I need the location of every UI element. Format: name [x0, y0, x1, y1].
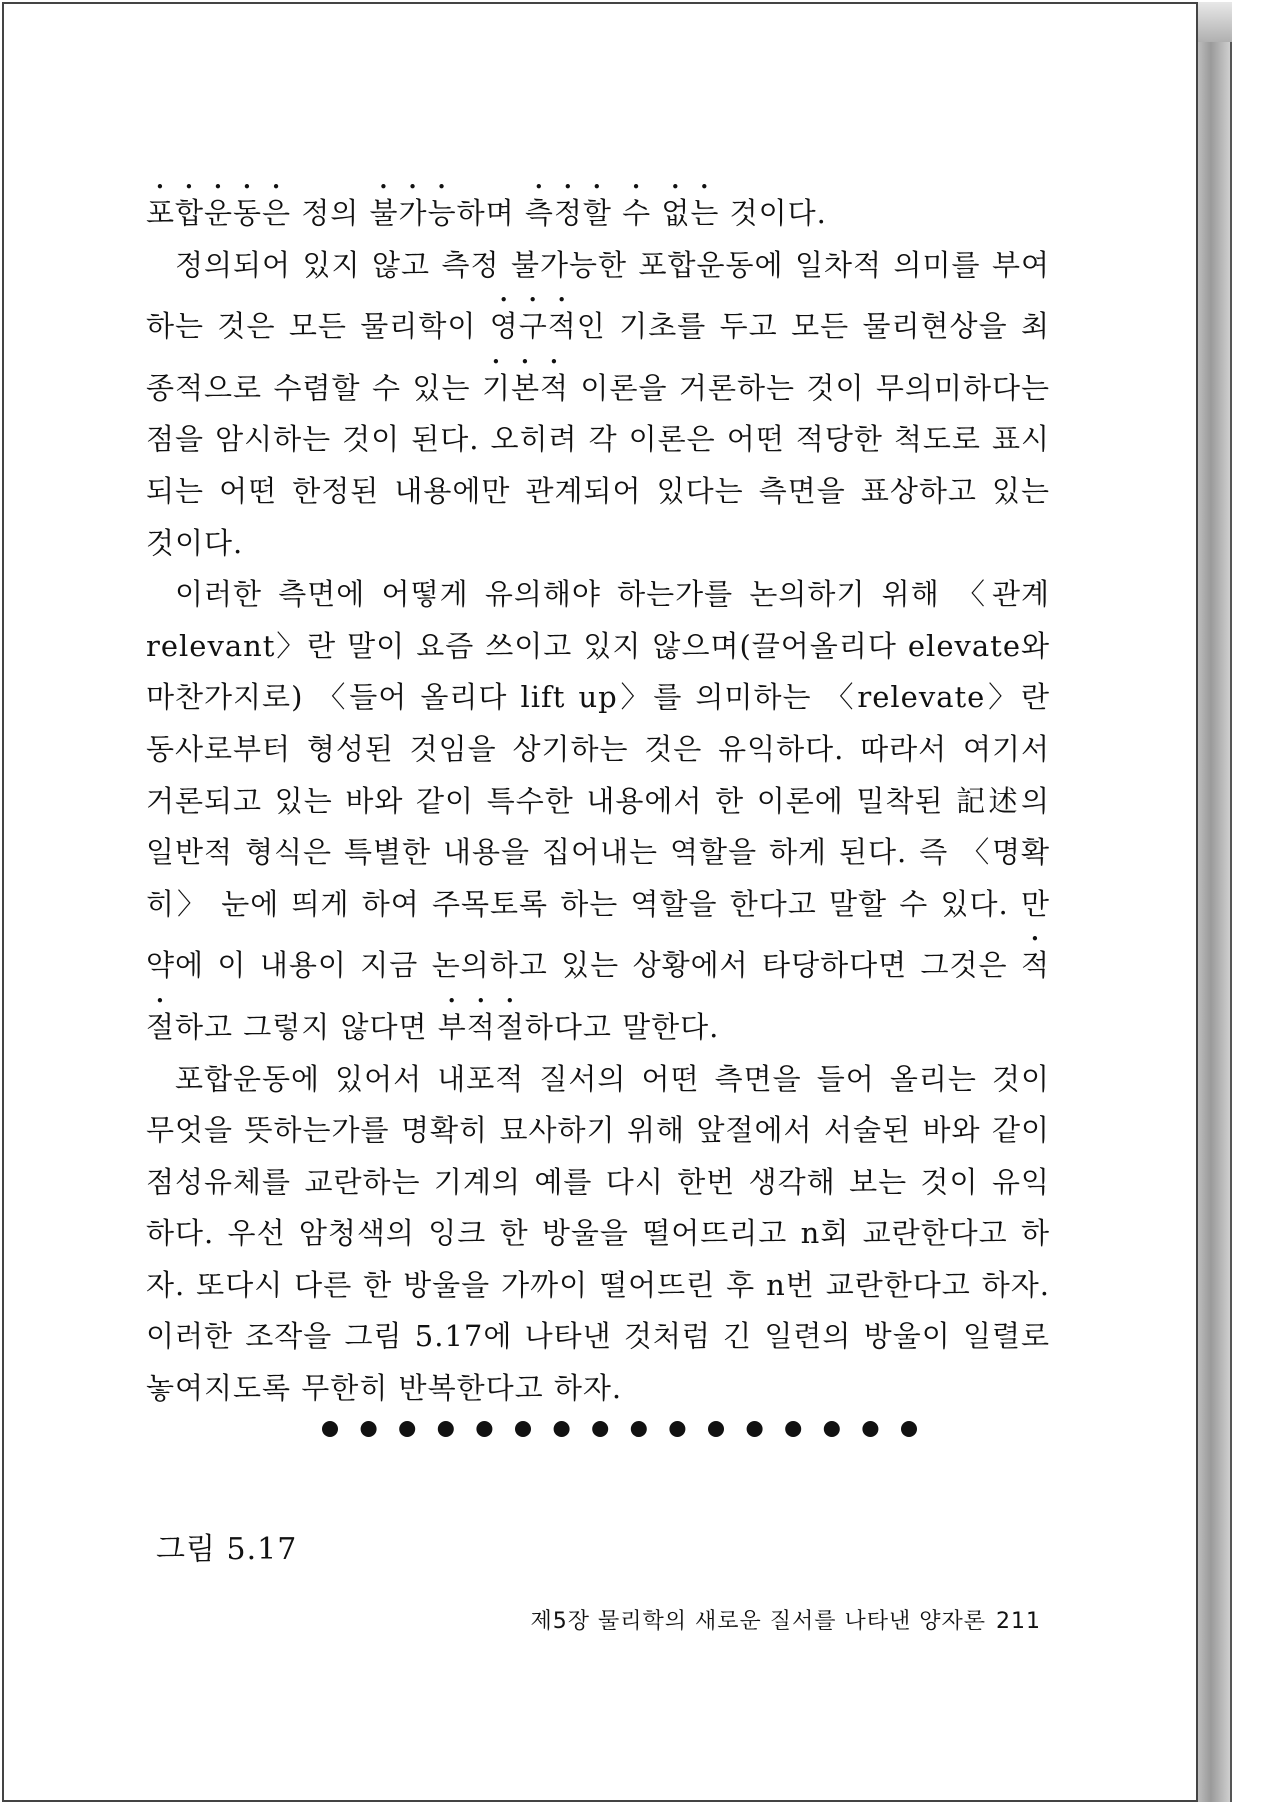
paragraph-text: 포합운동에 있어서 내포적 질서의 어떤 측면을 들어 올리는 것이 무엇을 뜻하는가를 명확히 묘사하기 위해 앞절에서 서술된 바와 같이 점성유체를 교란하는 기계의 예를 다시 한번 생각해 보는 것이 유익하다. 우선 암청색의 잉크 한 방울을 떨어뜨리고 n회 교란한다고 하자. 또다시 다른 한 방울을 가까이 떨어뜨린 후 n번 교란한다고 하자. 이러한 조작을 그림 5.17에 나타낸 것처럼 긴 일련의 방울이 일렬로 놓여지도록 무한히 반복한다고 하자.: [146, 1061, 1050, 1406]
ink-drop: [669, 1421, 685, 1437]
ink-drop: [862, 1421, 878, 1437]
paragraph-text: 정의되어 있지 않고 측정 불가능한 포합운동에 일차적 의미를 부여하는 것은 모든 물리학이: [146, 247, 1050, 344]
ink-drop: [476, 1421, 492, 1437]
ink-drop: [708, 1421, 724, 1437]
ink-drop: [515, 1421, 531, 1437]
ink-drop: [785, 1421, 801, 1437]
page-number: 211: [996, 1609, 1041, 1634]
ink-drop: [631, 1421, 647, 1437]
paragraph-text: 정의: [291, 196, 370, 230]
paragraph: [146, 569, 1050, 1053]
paragraph-text: 이론을 거론하는 것이 무의미하다는 점을 암시하는 것이 된다. 오히려 각 이론은 어떤 적당한 척도로 표시되는 어떤 한정된 내용에만 관계되어 있다는 측면을 표상하고 있는 것이다.: [146, 370, 1050, 560]
paragraph-text: 하고 그렇지 않다면: [175, 1009, 438, 1044]
body-text: [146, 178, 1050, 1415]
paragraph-text: 이러한 측면에 어떻게 유의해야 하는가를 논의하기 위해 〈관계 relevant〉란 말이 요즘 쓰이고 있지 않으며(끌어올리다 elevate와 마찬가지로) 〈들어 올리다 lift up〉를 의미하는 〈relevate〉란 동사로부터 형성된 것임을 상기하는 것은 유익하다. 따라서 여기서 거론되고 있는 바와 같이 특수한 내용에서 한 이론에 밀착된 記述의 일반적 형식은 특별한 내용을 집어내는 역할을 하게 된다. 즉 〈명확히〉 눈에 띄게 하여 주목토록 하는 역할을 한다고 말할 수 있다. 만약에 이 내용이 지금 논의하고 있는 상황에서 타당하다면 그것은: [146, 577, 1050, 983]
emphasized-text: 영구적: [489, 309, 577, 344]
paragraph-text: 것이다.: [719, 196, 827, 230]
ink-drop: [438, 1421, 454, 1437]
paragraph: [146, 1054, 1050, 1415]
ink-drop: [361, 1421, 377, 1437]
book-page-edge: [1198, 2, 1232, 1802]
emphasized-text: 측정할 수 없는: [524, 196, 720, 230]
ink-drop: [592, 1421, 608, 1437]
emphasized-text: 기본적: [481, 370, 569, 405]
ink-drop: [554, 1421, 570, 1437]
emphasized-text: 적절: [146, 948, 1050, 1044]
emphasized-text: 포합운동은: [146, 196, 292, 230]
paragraph-text: 인 기초를 두고 모든 물리현상을 최종적으로 수렴할 수 있는: [146, 309, 1050, 405]
book-page-edge-top: [1198, 2, 1232, 42]
ink-drop: [322, 1421, 338, 1437]
paragraph-text: 하다고 말한다.: [524, 1009, 720, 1044]
ink-drop-row-figure: [320, 1418, 940, 1440]
running-footer: [530, 1604, 1041, 1635]
paragraph-text: 하며: [456, 196, 525, 230]
emphasized-text: 불가능: [369, 196, 457, 230]
paragraph: [146, 178, 1050, 240]
paragraph: [146, 240, 1050, 570]
ink-drop: [399, 1421, 415, 1437]
chapter-title: 제5장 물리학의 새로운 질서를 나타낸 양자론: [530, 1609, 986, 1634]
ink-drop: [747, 1421, 763, 1437]
figure-caption: 그림 5.17: [156, 1532, 298, 1567]
ink-drop: [824, 1421, 840, 1437]
emphasized-text: 부적절: [437, 1009, 525, 1044]
ink-drop: [901, 1421, 917, 1437]
